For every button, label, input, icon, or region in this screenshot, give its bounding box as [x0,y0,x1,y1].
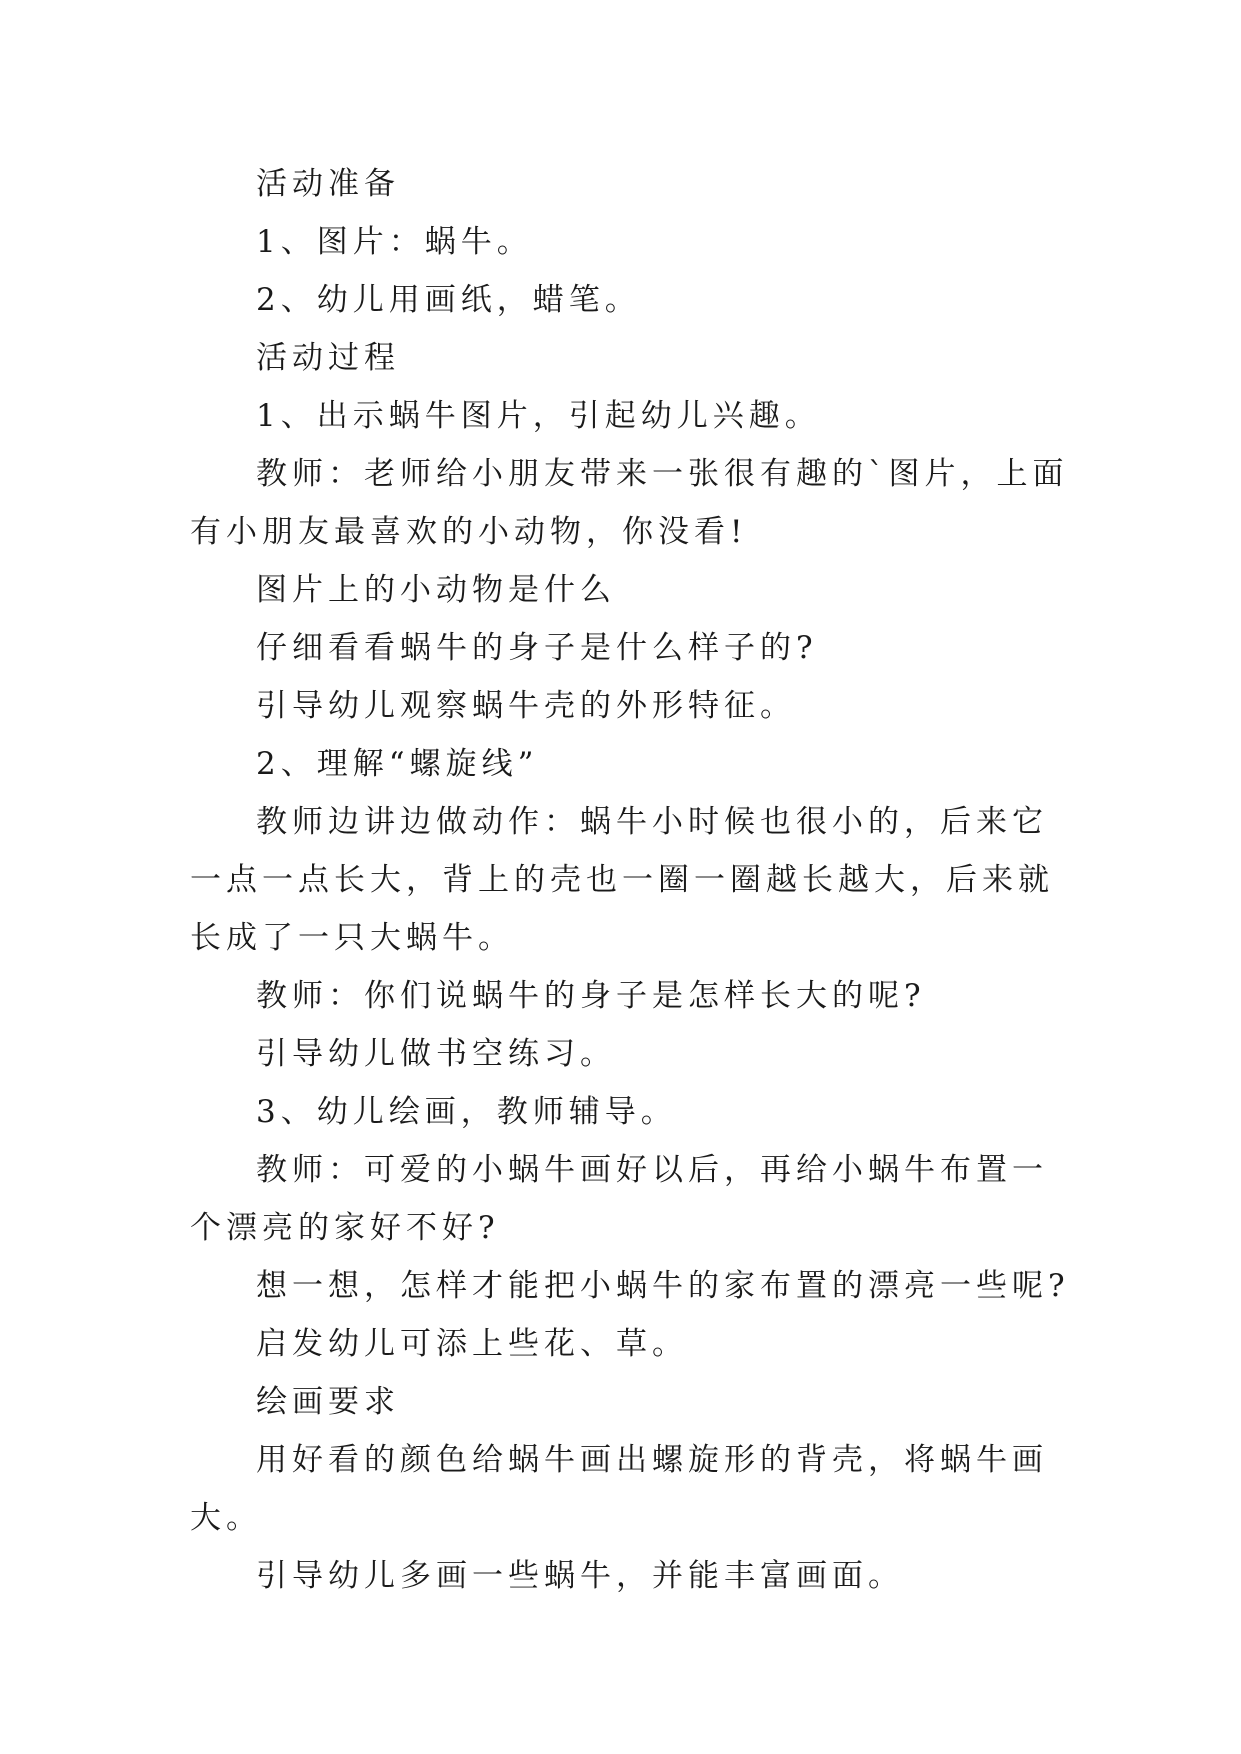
prep-item-2: 2、幼儿用画纸，蜡笔。 [256,282,641,318]
heading-activity-preparation: 活动准备 [256,166,400,202]
heading-drawing-requirements: 绘画要求 [256,1384,400,1420]
process-step-2: 2、理解“螺旋线” [256,746,539,782]
paragraph: 教师：可爱的小蜗牛画好以后，再给小蜗牛布置一个漂亮的家好不好? [190,1152,1048,1246]
process-step-1: 1、出示蜗牛图片，引起幼儿兴趣。 [256,398,821,434]
document-body [190,155,1075,1605]
paragraph: 引导幼儿做书空练习。 [256,1036,616,1072]
prep-item-1: 1、图片：蜗牛。 [256,224,533,260]
paragraph: 仔细看看蜗牛的身子是什么样子的? [256,630,818,666]
paragraph: 教师：你们说蜗牛的身子是怎样长大的呢? [256,978,926,1014]
paragraph: 图片上的小动物是什么 [256,572,616,608]
heading-activity-process: 活动过程 [256,340,400,376]
paragraph: 引导幼儿观察蜗牛壳的外形特征。 [256,688,796,724]
paragraph: 引导幼儿多画一些蜗牛，并能丰富画面。 [256,1558,904,1594]
paragraph: 用好看的颜色给蜗牛画出螺旋形的背壳，将蜗牛画大。 [190,1442,1048,1536]
paragraph: 教师边讲边做动作：蜗牛小时候也很小的，后来它一点一点长大，背上的壳也一圈一圈越长越大，后来就长成了一只大蜗牛。 [190,804,1054,956]
paragraph: 想一想，怎样才能把小蜗牛的家布置的漂亮一些呢? [256,1268,1070,1304]
paragraph: 教师：老师给小朋友带来一张很有趣的`图片，上面有小朋友最喜欢的小动物，你没看! [190,456,1069,550]
paragraph: 启发幼儿可添上些花、草。 [256,1326,688,1362]
process-step-3: 3、幼儿绘画，教师辅导。 [256,1094,677,1130]
